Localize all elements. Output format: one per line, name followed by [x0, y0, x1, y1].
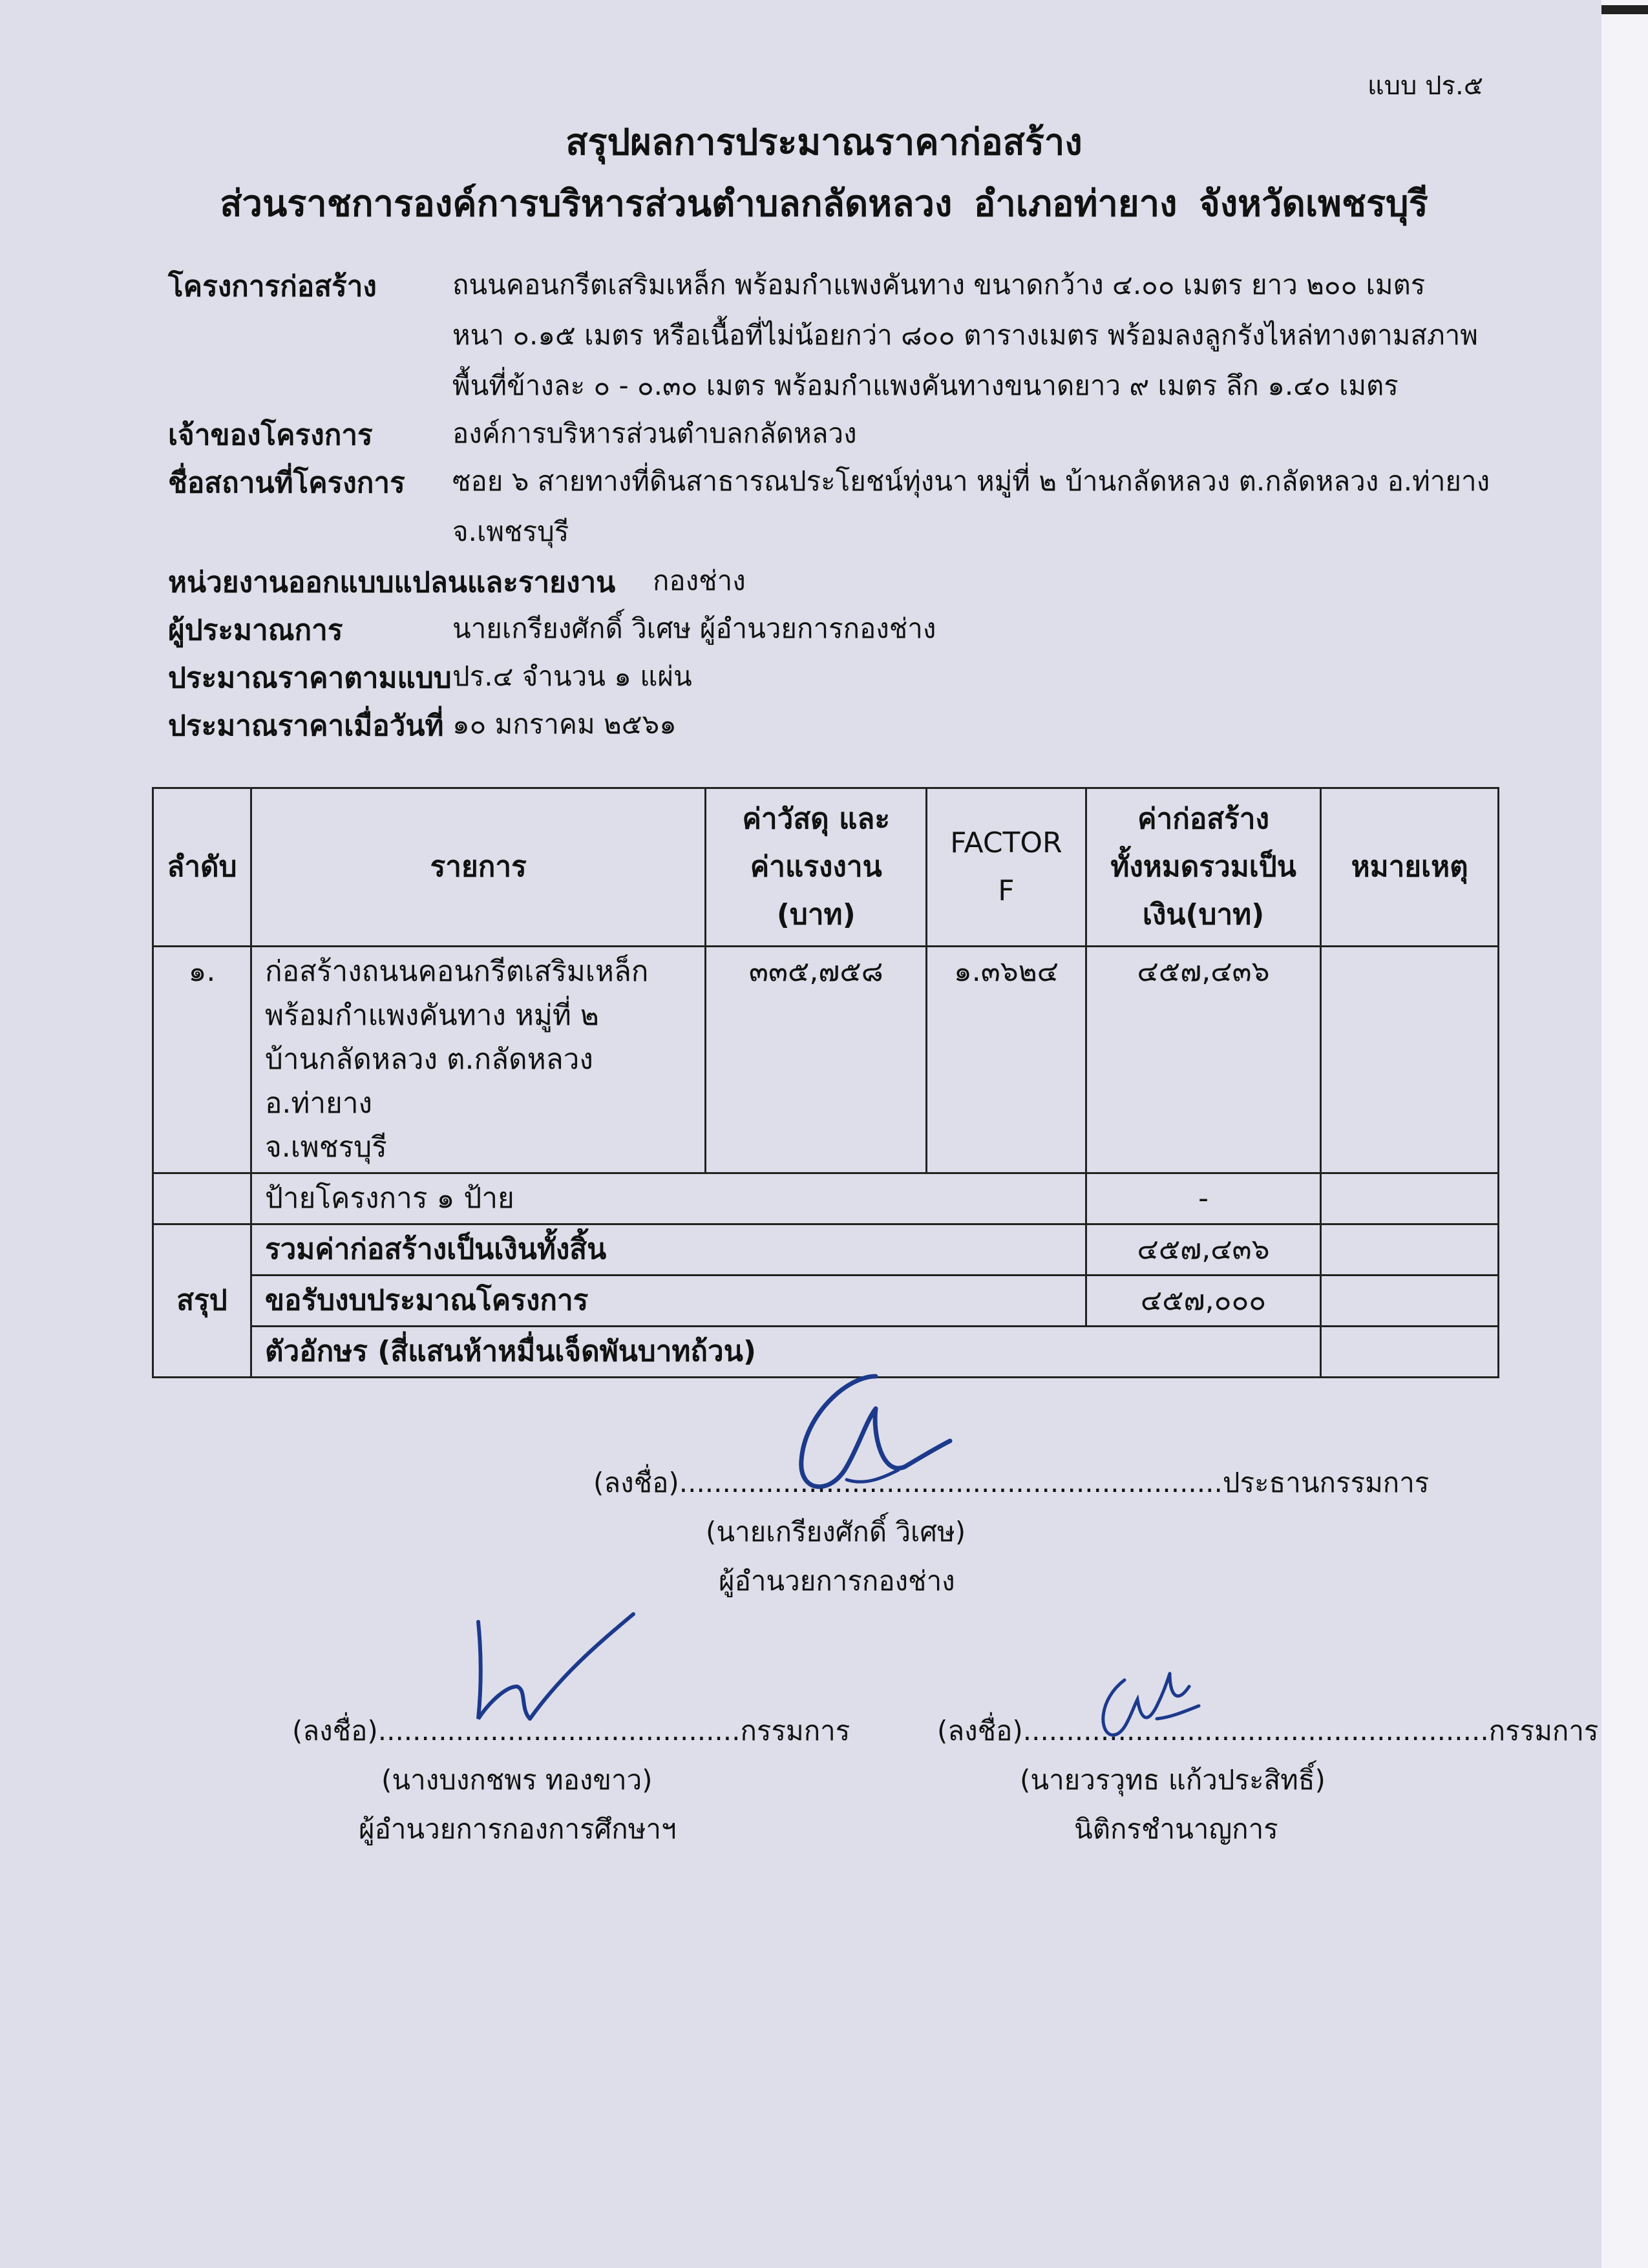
- summary-total-row: [153, 1224, 1499, 1276]
- row2-item: ป้ายโครงการ ๑ ป้าย: [251, 1173, 1086, 1224]
- project-line-3: พื้นที่ข้างละ ๐ - ๐.๓๐ เมตร พร้อมกำแพงคันทางขนาดยาว ๙ เมตร ลึก ๑.๔๐ เมตร: [452, 370, 1399, 401]
- summary-total-label: รวมค่าก่อสร้างเป็นเงินทั้งสิ้น: [251, 1224, 1086, 1276]
- header-total-line-2: ทั้งหมดรวมเป็น: [1110, 850, 1296, 883]
- table-row: [153, 947, 1499, 1173]
- location-line-2: จ.เพชรบุรี: [452, 516, 569, 547]
- header-item: รายการ: [251, 788, 706, 947]
- header-total: [1086, 788, 1320, 947]
- header-cost-line-1: ค่าวัสดุ และ: [742, 803, 891, 835]
- row1-cost: ๓๓๕,๗๕๘: [706, 947, 927, 1173]
- row2-remark: [1321, 1173, 1499, 1224]
- right-sign-line: (ลงชื่อ)......................................................กรรมการ: [937, 1715, 1599, 1747]
- chair-name: (นายเกรียงศักดิ์ วิเศษ): [706, 1516, 966, 1548]
- estimate-table: [152, 787, 1499, 1378]
- chair-position: ผู้อำนวยการกองช่าง: [719, 1565, 955, 1597]
- row1-item-line-4: จ.เพชรบุรี: [264, 1131, 387, 1164]
- scan-corner-mark: [1601, 5, 1648, 14]
- location-label: ชื่อสถานที่โครงการ: [168, 467, 405, 499]
- design-unit-value: กองช่าง: [653, 565, 746, 596]
- row1-item-line-1: ก่อสร้างถนนคอนกรีตเสริมเหล็ก: [264, 955, 649, 988]
- table-row: [153, 1173, 1499, 1224]
- date-value: ๑๐ มกราคม ๒๕๖๑: [452, 708, 677, 740]
- date-label: ประมาณราคาเมื่อวันที่: [168, 709, 444, 742]
- chair-sign-line: (ลงชื่อ)...............................................................ประธานกรรมการ: [593, 1467, 1430, 1498]
- project-line-2: หนา ๐.๑๕ เมตร หรือเนื้อที่ไม่น้อยกว่า ๘๐๐ ตารางเมตร พร้อมลงลูกรังไหล่ทางตามสภาพ: [452, 319, 1478, 351]
- left-sign-line: (ลงชื่อ)..........................................กรรมการ: [292, 1715, 850, 1747]
- row1-item: [251, 947, 706, 1173]
- row1-total: ๔๕๗,๔๓๖: [1086, 947, 1320, 1173]
- row1-factor: ๑.๓๖๒๔: [927, 947, 1086, 1173]
- summary-budget-value: ๔๕๗,๐๐๐: [1086, 1276, 1320, 1327]
- row1-item-line-3: บ้านกลัดหลวง ต.กลัดหลวง อ.ท่ายาง: [264, 1043, 593, 1120]
- header-no: ลำดับ: [153, 788, 251, 947]
- header-total-line-3: เงิน(บาท): [1142, 898, 1265, 931]
- form-code: แบบ ปร.๕: [1367, 71, 1483, 101]
- summary-total-value: ๔๕๗,๔๓๖: [1086, 1224, 1320, 1276]
- per-design-value: ปร.๔ จำนวน ๑ แผ่น: [452, 660, 692, 692]
- row2-total: -: [1086, 1173, 1320, 1224]
- summary-words-remark: [1321, 1327, 1499, 1378]
- scan-edge: [1601, 0, 1648, 2268]
- location-line-1: ซอย ๖ สายทางที่ดินสาธารณประโยชน์ทุ่งนา หมู่ที่ ๒ บ้านกลัดหลวง ต.กลัดหลวง อ.ท่ายาง: [452, 465, 1490, 497]
- row1-item-line-2: พร้อมกำแพงคันทาง หมู่ที่ ๒: [264, 999, 599, 1032]
- left-name: (นางบงกชพร ทองขาว): [381, 1764, 653, 1796]
- row2-no: [153, 1173, 251, 1224]
- project-line-1: ถนนคอนกรีตเสริมเหล็ก พร้อมกำแพงคันทาง ขนาดกว้าง ๔.๐๐ เมตร ยาว ๒๐๐ เมตร: [452, 269, 1426, 300]
- header-cost-line-2: ค่าแรงงาน: [750, 850, 882, 883]
- summary-total-remark: [1321, 1224, 1499, 1276]
- header-cost-line-3: (บาท): [776, 898, 856, 931]
- table-header-row: [153, 788, 1499, 947]
- header-cost: [706, 788, 927, 947]
- agency-line: ส่วนราชการองค์การบริหารส่วนตำบลกลัดหลวง อำเภอท่ายาง จังหวัดเพชรบุรี: [220, 183, 1428, 225]
- header-factor: [927, 788, 1086, 947]
- summary-words: ตัวอักษร (สี่แสนห้าหมื่นเจ็ดพันบาทถ้วน): [251, 1327, 1320, 1378]
- per-design-label: ประมาณราคาตามแบบ: [168, 662, 452, 695]
- summary-budget-row: [153, 1276, 1499, 1327]
- summary-budget-remark: [1321, 1276, 1499, 1327]
- right-position: นิติกรชำนาญการ: [1074, 1813, 1278, 1845]
- left-position: ผู้อำนวยการกองการศึกษาฯ: [359, 1813, 677, 1845]
- header-factor-line-2: F: [998, 874, 1015, 907]
- row1-no: ๑.: [153, 947, 251, 1173]
- summary-budget-label: ขอรับงบประมาณโครงการ: [251, 1276, 1086, 1327]
- summary-label: สรุป: [153, 1224, 251, 1378]
- row1-remark: [1321, 947, 1499, 1173]
- header-remark: หมายเหตุ: [1321, 788, 1499, 947]
- estimator-label: ผู้ประมาณการ: [168, 614, 343, 647]
- header-factor-line-1: FACTOR: [950, 826, 1062, 859]
- header-total-line-1: ค่าก่อสร้าง: [1137, 803, 1269, 835]
- design-unit-label: หน่วยงานออกแบบแปลนและรายงาน: [168, 566, 616, 599]
- owner-label: เจ้าของโครงการ: [168, 419, 373, 452]
- estimator-value: นายเกรียงศักดิ์ วิเศษ ผู้อำนวยการกองช่าง: [452, 613, 936, 644]
- owner-value: องค์การบริหารส่วนตำบลกลัดหลวง: [452, 417, 857, 449]
- document-title: สรุปผลการประมาณราคาก่อสร้าง: [565, 121, 1083, 163]
- right-name: (นายวรวุทธ แก้วประสิทธิ์): [1020, 1764, 1326, 1796]
- project-label: โครงการก่อสร้าง: [168, 270, 377, 303]
